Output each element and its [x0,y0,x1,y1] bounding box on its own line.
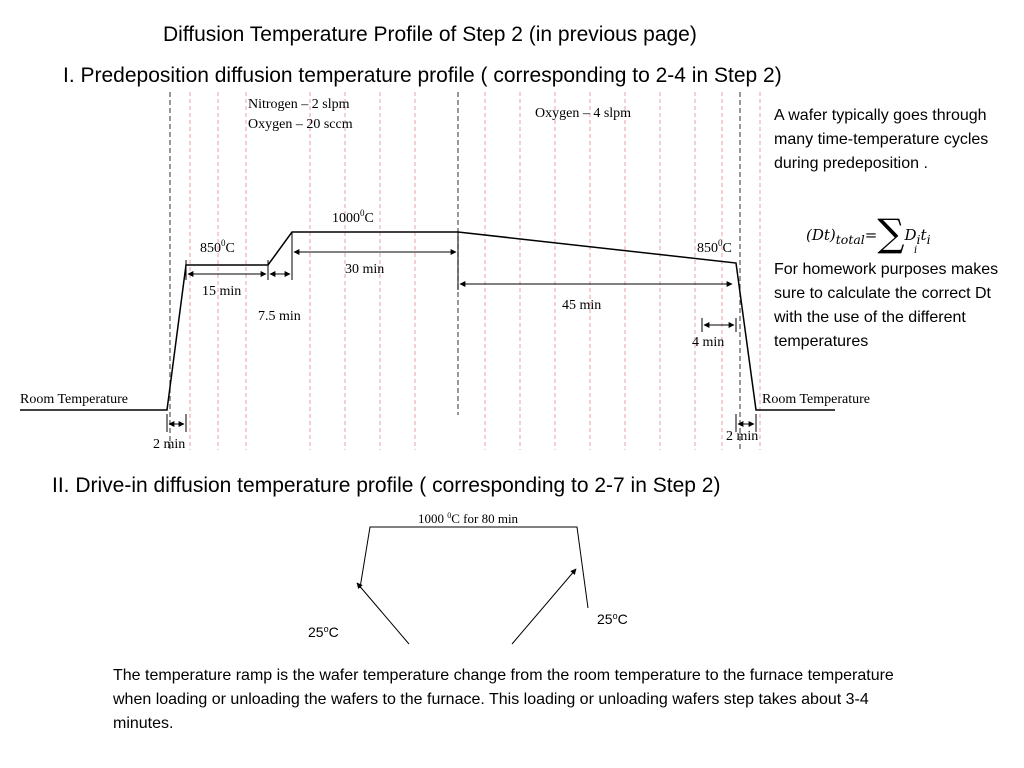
grid-lines [190,92,760,450]
dt-total-formula: $(Dt)_{total}=\sum D_it_i$ i [806,211,931,256]
temperature-profile-line [20,232,835,410]
drive-in-plateau-label: 1000 $^0$C for 80 min [418,511,519,526]
drive-in-right-temp: 25$^o$C [597,611,628,627]
page-title: Diffusion Temperature Profile of Step 2 (in previous page) [163,23,697,46]
temp-1000: 1000$^0$C [332,208,374,226]
duration-4-label: 4 min [692,335,725,350]
duration-15-label: 15 min [202,284,242,299]
temp-850-left: $850^0C$ [200,238,235,256]
duration-2-left-label: 2 min [153,437,186,452]
temperature-ramp-note: The temperature ramp is the wafer temperature change from the room temperature to the furnace temperature when loading or unloading the wafers to the furnace. This loading or unloading wafers step takes about 3-4 minutes. [113,667,894,732]
duration-arrows [167,232,756,432]
phase-divider-lines [170,92,740,450]
duration-7-5-label: 7.5 min [258,309,301,324]
room-temp-left-label: Room Temperature [20,392,129,407]
drive-in-left-temp: 25$^o$C [308,624,339,640]
predeposition-heading: I. Predeposition diffusion temperature profile ( corresponding to 2-4 in Step 2) [63,64,782,87]
predeposition-cycles-note: A wafer typically goes through many time-temperature cycles during predeposition . [774,107,989,172]
gas-oxygen-b-label: Oxygen – 4 slpm [535,106,632,121]
gas-nitrogen-label: Nitrogen – 2 slpm [248,97,350,112]
room-temp-right-label: Room Temperature [762,392,871,407]
ramp-down-pointer-arrow [512,569,576,644]
drive-in-heading: II. Drive-in diffusion temperature profile ( corresponding to 2-7 in Step 2) [52,474,721,497]
ramp-up-pointer-arrow [357,583,409,644]
temp-850-right: $850^0C$ [697,238,732,256]
duration-45-label: 45 min [562,298,602,313]
duration-2-right-label: 2 min [726,429,759,444]
duration-30-label: 30 min [345,262,385,277]
gas-oxygen-label: Oxygen – 20 sccm [248,117,353,132]
drive-in-profile-line [360,527,588,608]
homework-note: For homework purposes makes sure to calculate the correct Dt with the use of the different temperatures [774,261,999,350]
drive-in-diagram [308,511,628,644]
